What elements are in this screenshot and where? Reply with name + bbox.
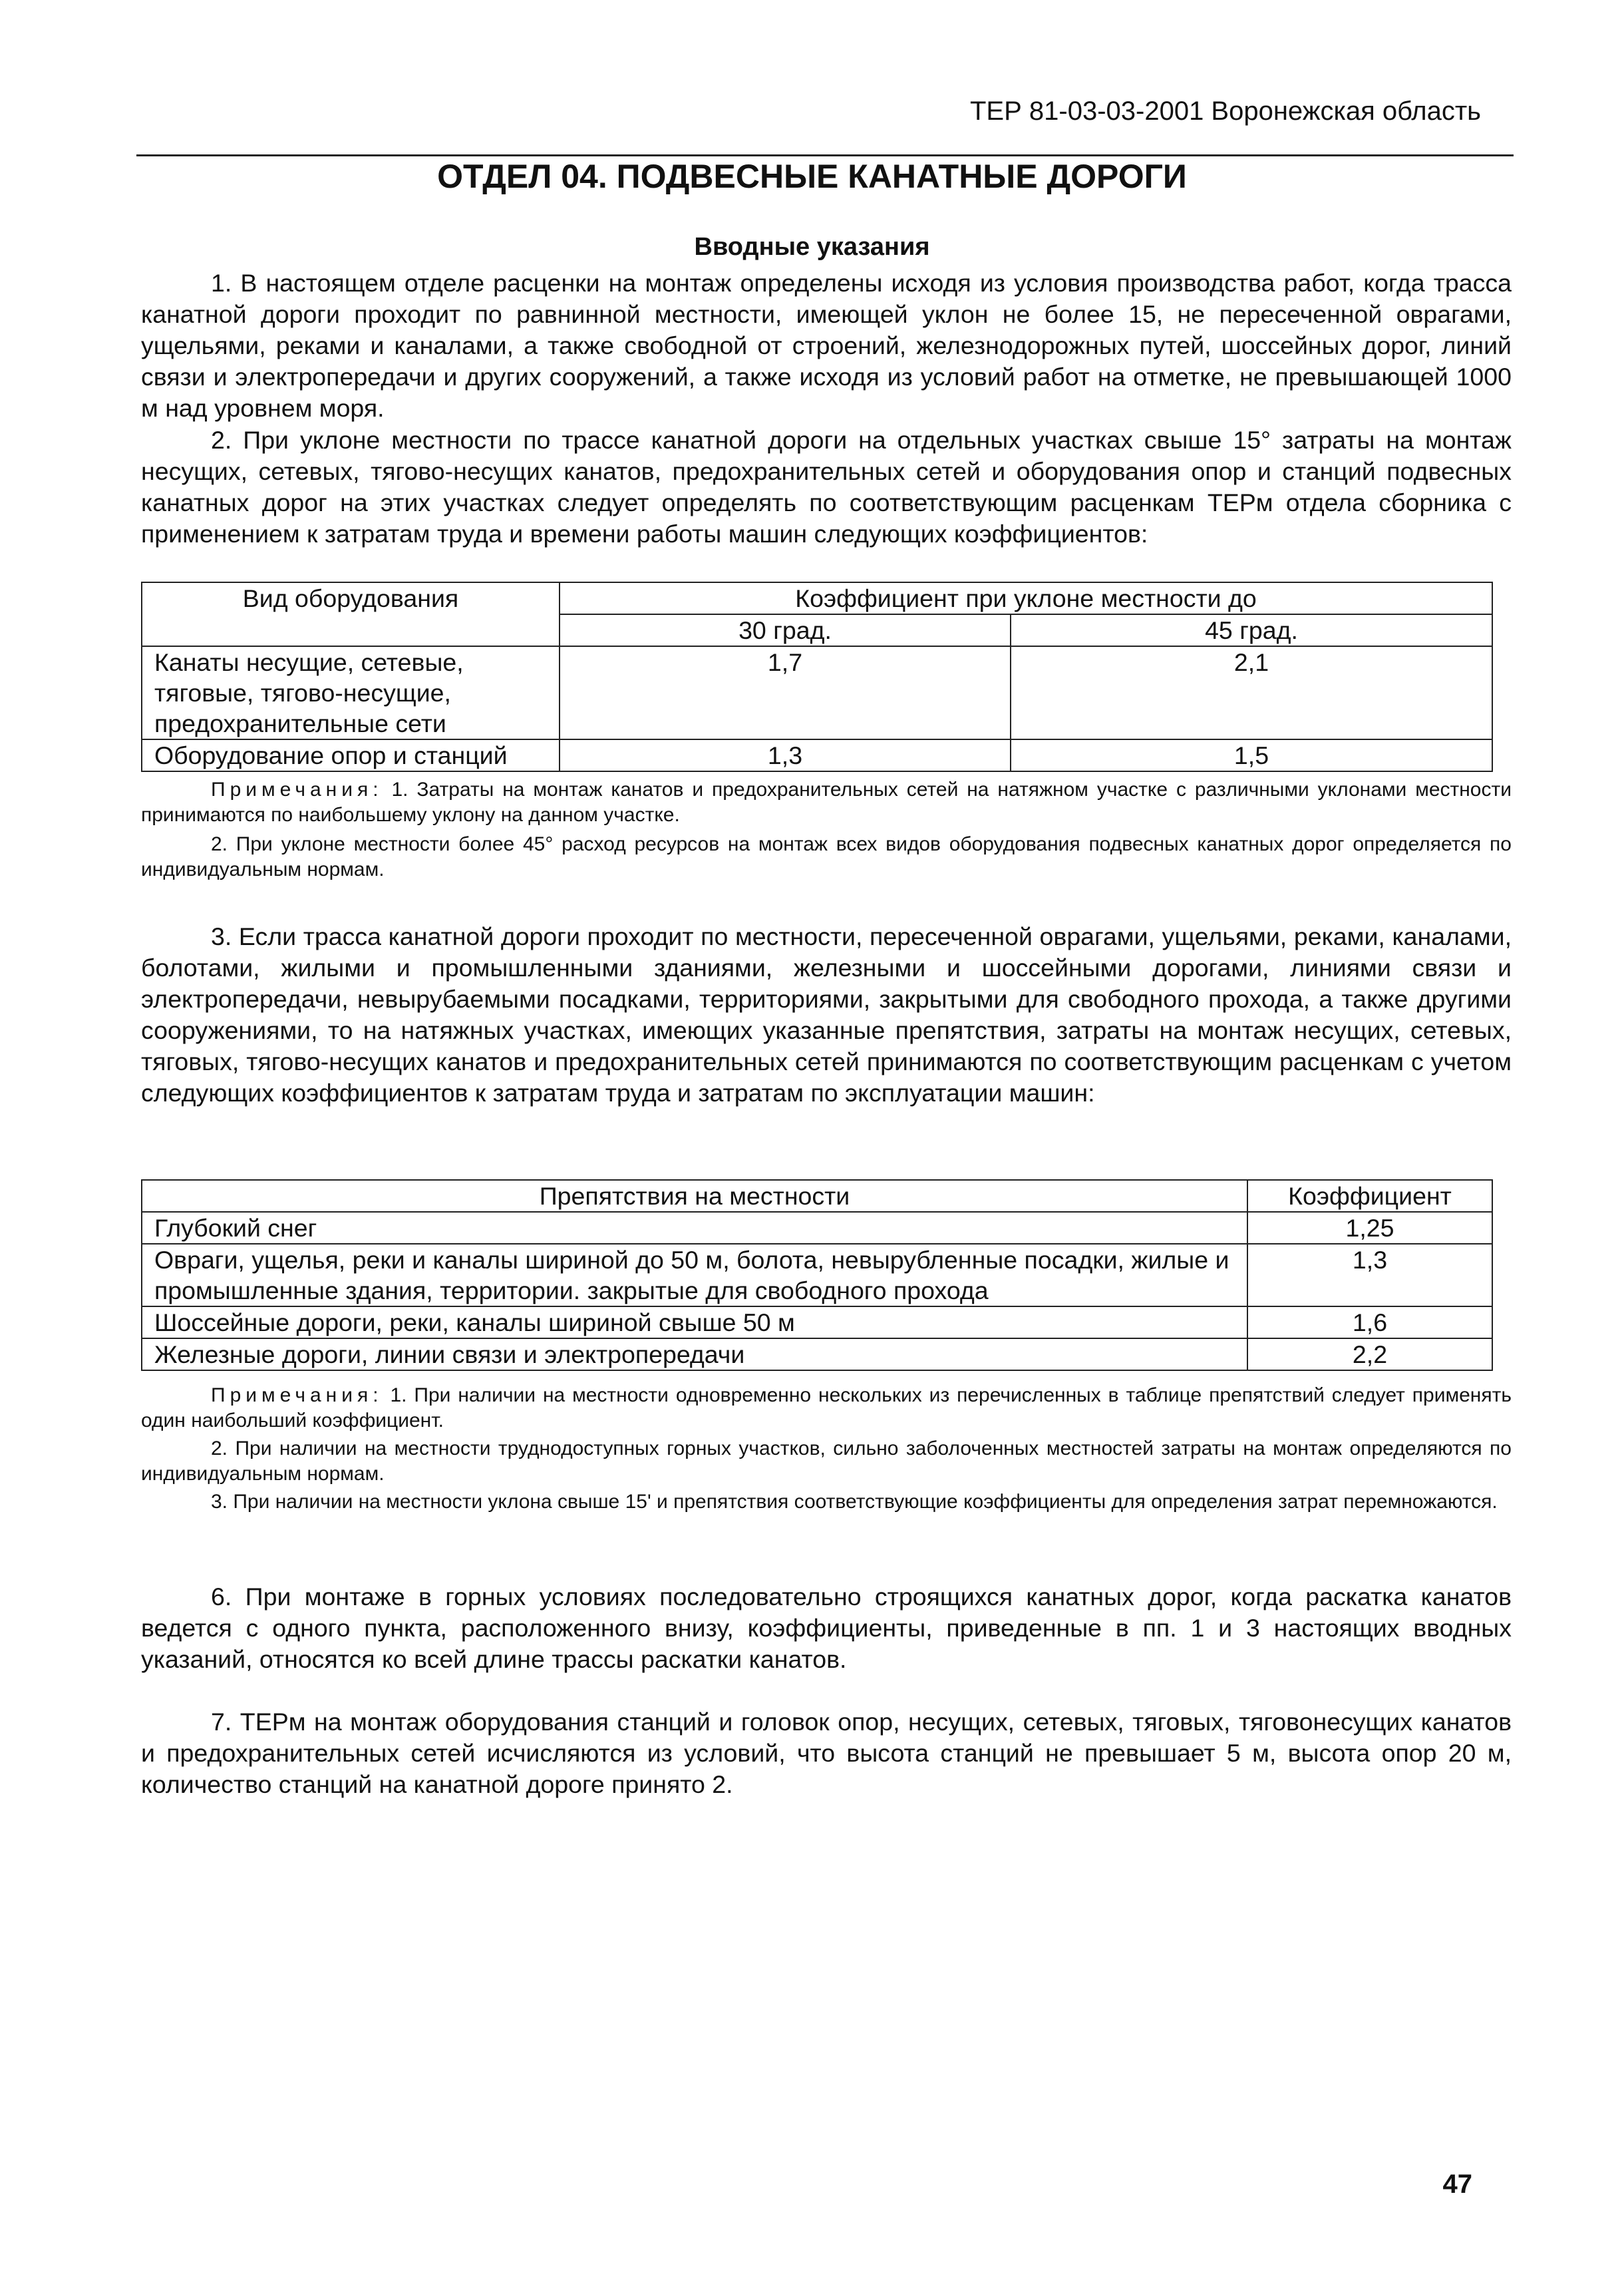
document-header: ТЕР 81-03-03-2001 Воронежская область bbox=[969, 96, 1481, 126]
paragraph-7: 7. ТЕРм на монтаж оборудования станций и головок опор, несущих, сетевых, тяговых, тяговонесущих канатов и предохранительных сетей исчисляются из условий, что высота станций не превышает 5 м, высота опор 20 м, количество станций на канатной дороге принято 2. bbox=[141, 1708, 1512, 1798]
table-row bbox=[142, 1212, 1492, 1244]
page-number: 47 bbox=[1442, 2170, 1472, 2199]
note-block-1: 2. При уклоне местности более 45° расход ресурсов на монтаж всех видов оборудования подвесных канатных дорог определяется по индивидуальным нормам. bbox=[141, 833, 1512, 880]
table-cell: Глубокий снег bbox=[142, 1212, 1247, 1244]
table-cell: 1,3 bbox=[1247, 1244, 1492, 1306]
table-cell: Овраги, ущелья, реки и каналы шириной до 50 м, болота, невырубленные посадки, жилые и промышленные здания, территории. закрытые для свободного прохода bbox=[142, 1244, 1247, 1306]
table-cell: 1,6 bbox=[1247, 1306, 1492, 1338]
table-row bbox=[142, 1244, 1492, 1306]
table-header-cell: 30 град. bbox=[560, 614, 1011, 646]
table-row bbox=[142, 739, 1492, 771]
table-row bbox=[142, 646, 1492, 739]
paragraph-3: 3. Если трасса канатной дороги проходит по местности, пересеченной оврагами, ущельями, реками, каналами, болотами, жилыми и промышленными зданиями, железными и шоссейными дорогами, линиями связи и электропередачи, невырубаемыми посадками, территориями, закрытыми для свободного прохода, а также другими сооружениями, то на натяжных участках, имеющих указанные препятствия, затраты на монтаж несущих, сетевых, тяговых, тягово-несущих канатов и предохранительных сетей принимаются по соответствующим расценкам с учетом следующих коэффициентов к затратам труда и затратам по эксплуатации машин: bbox=[141, 922, 1512, 1107]
note-text: 1. При наличии на местности одновременно нескольких из перечисленных в таблице препятствий следует применять один наибольший коэффициент. bbox=[141, 1384, 1512, 1432]
table-cell: Шоссейные дороги, реки, каналы шириной свыше 50 м bbox=[142, 1306, 1247, 1338]
table-cell: Железные дороги, линии связи и электропередачи bbox=[142, 1338, 1247, 1370]
table-cell: 2,2 bbox=[1247, 1338, 1492, 1370]
note-block-2 bbox=[141, 1383, 1512, 1433]
section-title: ОТДЕЛ 04. ПОДВЕСНЫЕ КАНАТНЫЕ ДОРОГИ bbox=[437, 158, 1187, 195]
note-block-2: 3. При наличии на местности уклона свыше 15' и препятствия соответствующие коэффициенты для определения затрат перемножаются. bbox=[211, 1491, 1498, 1513]
obstacle-coefficient-table bbox=[141, 1179, 1493, 1371]
table-header-cell: Препятствия на местности bbox=[142, 1180, 1247, 1212]
table-row bbox=[142, 1306, 1492, 1338]
paragraph-2: 2. При уклоне местности по трассе канатной дороги на отдельных участках свыше 15° затраты на монтаж несущих, сетевых, тягово-несущих канатов, предохранительных сетей и оборудования опор и станций подвесных канатных дорог на этих участках следует определять по соответствующим расценкам ТЕРм отдела сборника с применением к затратам труда и времени работы машин следующих коэффициентов: bbox=[141, 426, 1512, 548]
table-header-cell: Коэффициент bbox=[1247, 1180, 1492, 1212]
table-cell: Оборудование опор и станций bbox=[142, 739, 560, 771]
table-row bbox=[142, 1338, 1492, 1370]
table-header-cell: Коэффициент при уклоне местности до bbox=[560, 582, 1492, 614]
paragraph-1: 1. В настоящем отделе расценки на монтаж определены исходя из условия производства работ, когда трасса канатной дороги проходит по равнинной местности, имеющей уклон не более 15, не пересеченной оврагами, ущельями, реками и каналами, а также свободной от строений, железнодорожных путей, шоссейных дорог, линий связи и электропередачи и других сооружений, а также исходя из условий работ на отметке, не превышающей 1000 м над уровнем моря. bbox=[141, 269, 1512, 422]
header-divider bbox=[136, 154, 1514, 156]
table-header-cell: 45 град. bbox=[1011, 614, 1492, 646]
table-cell: 1,25 bbox=[1247, 1212, 1492, 1244]
note-block-1 bbox=[141, 777, 1512, 828]
table-cell: Канаты несущие, сетевые, тяговые, тягово-несущие, предохранительные сети bbox=[142, 646, 560, 739]
note-block-2: 2. При наличии на местности труднодоступных горных участков, сильно заболоченных местностей затраты на монтаж определяются по индивидуальным нормам. bbox=[141, 1437, 1512, 1485]
note-text: 1. Затраты на монтаж канатов и предохранительных сетей на натяжном участке с различными уклонами местности принимаются по наибольшему уклону на данном участке. bbox=[141, 779, 1512, 826]
table-cell: 2,1 bbox=[1011, 646, 1492, 739]
table-header-row bbox=[142, 1180, 1492, 1212]
table-header-cell: Вид оборудования bbox=[142, 582, 560, 646]
table-header-row bbox=[142, 582, 1492, 614]
table-cell: 1,7 bbox=[560, 646, 1011, 739]
table-cell: 1,5 bbox=[1011, 739, 1492, 771]
notes-label: Примечания: bbox=[211, 779, 383, 801]
table-cell: 1,3 bbox=[560, 739, 1011, 771]
notes-label: Примечания: bbox=[211, 1384, 383, 1406]
paragraph-6: 6. При монтаже в горных условиях последовательно строящихся канатных дорог, когда раскатка канатов ведется с одного пункта, расположенного внизу, коэффициенты, приведенные в пп. 1 и 3 настоящих вводных указаний, относятся ко всей длине трассы раскатки канатов. bbox=[141, 1583, 1512, 1673]
slope-coefficient-table bbox=[141, 582, 1493, 772]
section-subtitle: Вводные указания bbox=[694, 233, 930, 261]
